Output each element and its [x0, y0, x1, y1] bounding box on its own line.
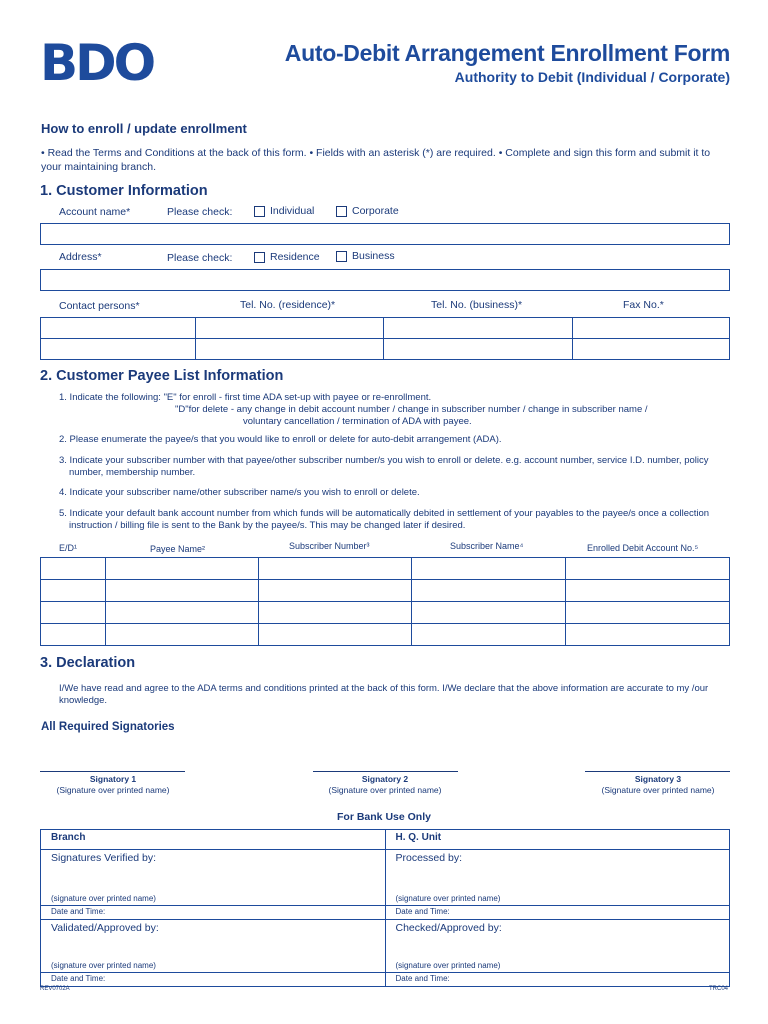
signatory-3 [568, 774, 748, 796]
payee-cell[interactable] [259, 558, 412, 580]
how-to-text: • Read the Terms and Conditions at the back of this form. • Fields with an asterisk (*) are required. • Complete and sign this form and submit it to your maintaining branch. [41, 147, 711, 173]
instruction-2: 2. Please enumerate the payee/s that you would like to enroll or delete for auto-debit arrangement (ADA). [59, 434, 502, 445]
signatory-1-name: Signatory 1 [89, 774, 137, 784]
sig-printed-note: (signature over printed name) [51, 961, 156, 970]
bdo-logo: BDO [40, 34, 154, 92]
date-time-cell[interactable]: Date and Time: [41, 906, 386, 920]
col-payee-name: Payee Name² [150, 544, 206, 554]
instruction-5: 5. Indicate your default bank account number from which funds will be automatically debited in settlement of your payables to the payee/s once a collection instruction / billing file is sent to the Bank by the payee/s. This may be changed later if desired. [59, 508, 710, 531]
payee-cell[interactable] [259, 624, 412, 646]
date-time-cell[interactable]: Date and Time: [385, 973, 730, 987]
business-label: Business [352, 250, 395, 262]
corporate-label: Corporate [352, 205, 399, 217]
contact-cell[interactable] [573, 339, 730, 360]
sig-printed-note: (signature over printed name) [395, 894, 501, 903]
signatory-3-name: Signatory 3 [634, 774, 682, 784]
bank-use-heading: For Bank Use Only [337, 811, 431, 823]
signatory-3-note: (Signature over printed name) [601, 785, 715, 795]
signatory-2-name: Signatory 2 [361, 774, 409, 784]
payee-info-heading: 2. Customer Payee List Information [40, 368, 284, 384]
col-subscriber-number: Subscriber Number³ [289, 541, 370, 551]
payee-cell[interactable] [412, 580, 566, 602]
account-name-field[interactable] [40, 223, 730, 245]
payee-cell[interactable] [41, 580, 106, 602]
customer-info-heading: 1. Customer Information [40, 183, 208, 199]
instruction-1c: voluntary cancellation / termination of ADA with payee. [243, 416, 472, 427]
hq-unit-header: H. Q. Unit [385, 830, 730, 850]
footer-code-right: TRC04 [708, 986, 728, 992]
payee-cell[interactable] [41, 602, 106, 624]
residence-label: Residence [270, 251, 320, 263]
sig-printed-note: (signature over printed name) [51, 894, 156, 903]
payee-cell[interactable] [106, 602, 259, 624]
signatures-verified-cell[interactable] [41, 850, 386, 906]
payee-cell[interactable] [41, 558, 106, 580]
payee-table [40, 557, 730, 646]
declaration-heading: 3. Declaration [40, 655, 136, 671]
declaration-text: I/We have read and agree to the ADA terms and conditions printed at the back of this form. I/We declare that the above information are accurate to my /our knowledge. [59, 683, 709, 706]
tel-residence-header: Tel. No. (residence)* [240, 299, 336, 311]
signature-line-3[interactable] [585, 771, 730, 772]
payee-cell[interactable] [106, 624, 259, 646]
address-label: Address* [59, 251, 102, 263]
residence-checkbox[interactable] [254, 251, 320, 263]
business-checkbox[interactable] [336, 250, 395, 262]
contact-cell[interactable] [41, 339, 196, 360]
processed-by-label: Processed by: [395, 852, 463, 864]
contact-cell[interactable] [196, 339, 384, 360]
instruction-4: 4. Indicate your subscriber name/other subscriber name/s you wish to enroll or delete. [59, 487, 420, 498]
signatory-2 [295, 774, 475, 796]
payee-cell[interactable] [566, 602, 730, 624]
date-time-cell[interactable]: Date and Time: [41, 973, 386, 987]
checked-approved-cell[interactable] [385, 920, 730, 973]
corporate-checkbox[interactable] [336, 205, 399, 217]
individual-checkbox[interactable] [254, 205, 314, 217]
processed-by-cell[interactable] [385, 850, 730, 906]
payee-cell[interactable] [412, 602, 566, 624]
fax-header: Fax No.* [623, 299, 664, 311]
payee-cell[interactable] [566, 624, 730, 646]
please-check-label: Please check: [167, 206, 233, 218]
payee-cell[interactable] [412, 558, 566, 580]
col-enrolled-debit-account: Enrolled Debit Account No.⁵ [587, 543, 699, 553]
payee-cell[interactable] [41, 624, 106, 646]
signatory-1-note: (Signature over printed name) [56, 785, 170, 795]
contact-cell[interactable] [384, 339, 573, 360]
contact-table [40, 317, 730, 360]
please-check-label-2: Please check: [167, 252, 233, 264]
payee-cell[interactable] [106, 558, 259, 580]
contact-cell[interactable] [196, 318, 384, 339]
payee-cell[interactable] [259, 580, 412, 602]
signature-line-2[interactable] [313, 771, 458, 772]
individual-label: Individual [270, 205, 315, 217]
tel-business-header: Tel. No. (business)* [431, 299, 523, 311]
instruction-1b: "D"for delete - any change in debit account number / change in subscriber number / change in subscriber name / [175, 404, 648, 415]
contact-persons-header: Contact persons* [59, 300, 140, 312]
validated-approved-label: Validated/Approved by: [51, 922, 159, 934]
form-subtitle: Authority to Debit (Individual / Corporate) [454, 69, 730, 85]
validated-approved-cell[interactable] [41, 920, 386, 973]
contact-cell[interactable] [384, 318, 573, 339]
instruction-3: 3. Indicate your subscriber number with that payee/other subscriber number/s you wish to enroll or delete. e.g. account number, service I.D. number, policy number, membership number. [59, 455, 709, 478]
signatories-heading: All Required Signatories [41, 721, 175, 733]
account-name-label: Account name* [59, 206, 131, 218]
how-to-heading: How to enroll / update enrollment [41, 121, 247, 136]
bank-use-table [40, 829, 730, 987]
contact-cell[interactable] [41, 318, 196, 339]
payee-cell[interactable] [566, 558, 730, 580]
signatures-verified-label: Signatures Verified by: [51, 852, 157, 864]
payee-cell[interactable] [106, 580, 259, 602]
col-subscriber-name: Subscriber Name⁴ [450, 541, 524, 551]
payee-cell[interactable] [259, 602, 412, 624]
payee-cell[interactable] [412, 624, 566, 646]
footer-code-left: REV0702A [40, 986, 70, 992]
signatory-1 [23, 774, 203, 796]
branch-header: Branch [41, 830, 386, 850]
date-time-cell[interactable]: Date and Time: [385, 906, 730, 920]
contact-cell[interactable] [573, 318, 730, 339]
col-ed: E/D¹ [59, 543, 77, 553]
checked-approved-label: Checked/Approved by: [395, 922, 502, 934]
form-title-block [285, 40, 730, 85]
signatory-2-note: (Signature over printed name) [328, 785, 442, 795]
sig-printed-note: (signature over printed name) [395, 961, 501, 970]
instruction-1: 1. Indicate the following: "E" for enroll - first time ADA set-up with payee or re-enrollment. [59, 392, 432, 403]
signature-line-1[interactable] [40, 771, 185, 772]
payee-cell[interactable] [566, 580, 730, 602]
address-field[interactable] [40, 269, 730, 291]
form-title: Auto-Debit Arrangement Enrollment Form [284, 40, 730, 66]
